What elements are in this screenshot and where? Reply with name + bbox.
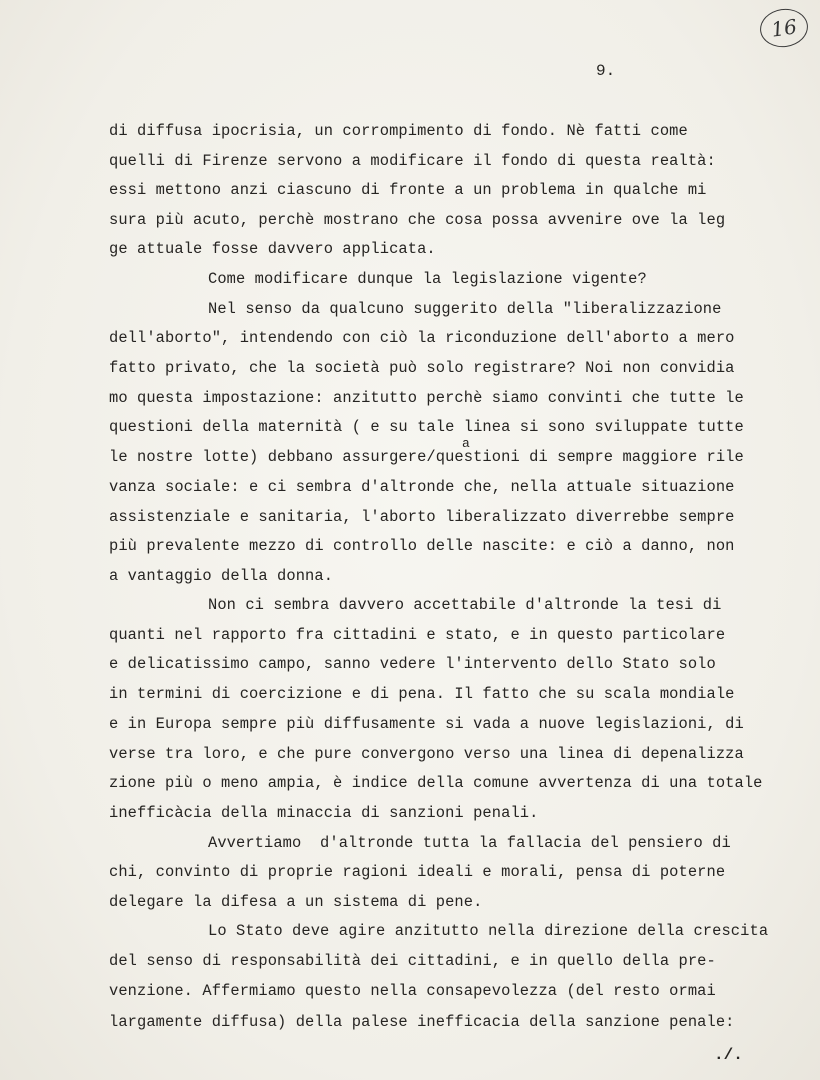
text-line: le nostre lotte) debbano assurgere/questioni di sempre maggiore rile — [109, 448, 744, 466]
text-line: più prevalente mezzo di controllo delle nascite: e ciò a danno, non — [109, 537, 735, 555]
text-line: assistenziale e sanitaria, l'aborto liberalizzato diverrebbe sempre — [109, 508, 735, 526]
text-line: delegare la difesa a un sistema di pene. — [109, 893, 483, 911]
page-number: 9. — [596, 62, 616, 80]
text-line: del senso di responsabilità dei cittadini, e in quello della pre- — [109, 952, 716, 970]
text-line: in termini di coercizione e di pena. Il fatto che su scala mondiale — [109, 685, 735, 703]
text-line: quanti nel rapporto fra cittadini e stato, e in questo particolare — [109, 626, 726, 644]
handwritten-page-stamp: 16 — [758, 6, 811, 50]
text-line: verse tra loro, e che pure convergono verso una linea di depenalizza — [109, 745, 744, 763]
text-line: dell'aborto", intendendo con ciò la riconduzione dell'aborto a mero — [109, 329, 735, 347]
interlinear-insertion: a — [462, 436, 470, 451]
text-line: mo questa impostazione: anzitutto perchè siamo convinti che tutte le — [109, 389, 744, 407]
text-line: vanza sociale: e ci sembra d'altronde che, nella attuale situazione — [109, 478, 735, 496]
text-line: Avvertiamo d'altronde tutta la fallacia del pensiero di — [208, 834, 731, 852]
text-line: chi, convinto di proprie ragioni ideali e morali, pensa di poterne — [109, 863, 726, 881]
text-line: inefficàcia della minaccia di sanzioni penali. — [109, 804, 539, 822]
text-line: essi mettono anzi ciascuno di fronte a un problema in qualche mi — [109, 181, 707, 199]
text-line: e delicatissimo campo, sanno vedere l'intervento dello Stato solo — [109, 655, 716, 673]
text-line: ge attuale fosse davvero applicata. — [109, 240, 436, 258]
text-line: zione più o meno ampia, è indice della comune avvertenza di una totale — [109, 774, 763, 792]
text-line: questioni della maternità ( e su tale linea si sono sviluppate tutte — [109, 418, 744, 436]
text-line: sura più acuto, perchè mostrano che cosa possa avvenire ove la leg — [109, 211, 726, 229]
text-line: largamente diffusa) della palese inefficacia della sanzione penale: — [109, 1013, 735, 1031]
text-line: Come modificare dunque la legislazione vigente? — [208, 270, 647, 288]
text-line: fatto privato, che la società può solo registrare? Noi non convidia — [109, 359, 735, 377]
text-line: venzione. Affermiamo questo nella consapevolezza (del resto ormai — [109, 982, 716, 1000]
text-line: a vantaggio della donna. — [109, 567, 334, 585]
continuation-mark: ./. — [714, 1046, 743, 1064]
text-line: Non ci sembra davvero accettabile d'altronde la tesi di — [208, 596, 722, 614]
text-line: Nel senso da qualcuno suggerito della "liberalizzazione — [208, 300, 722, 318]
text-line: di diffusa ipocrisia, un corrompimento di fondo. Nè fatti come — [109, 122, 688, 140]
text-line: e in Europa sempre più diffusamente si vada a nuove legislazioni, di — [109, 715, 744, 733]
text-line: quelli di Firenze servono a modificare il fondo di questa realtà: — [109, 152, 716, 170]
text-line: Lo Stato deve agire anzitutto nella direzione della crescita — [208, 922, 769, 940]
